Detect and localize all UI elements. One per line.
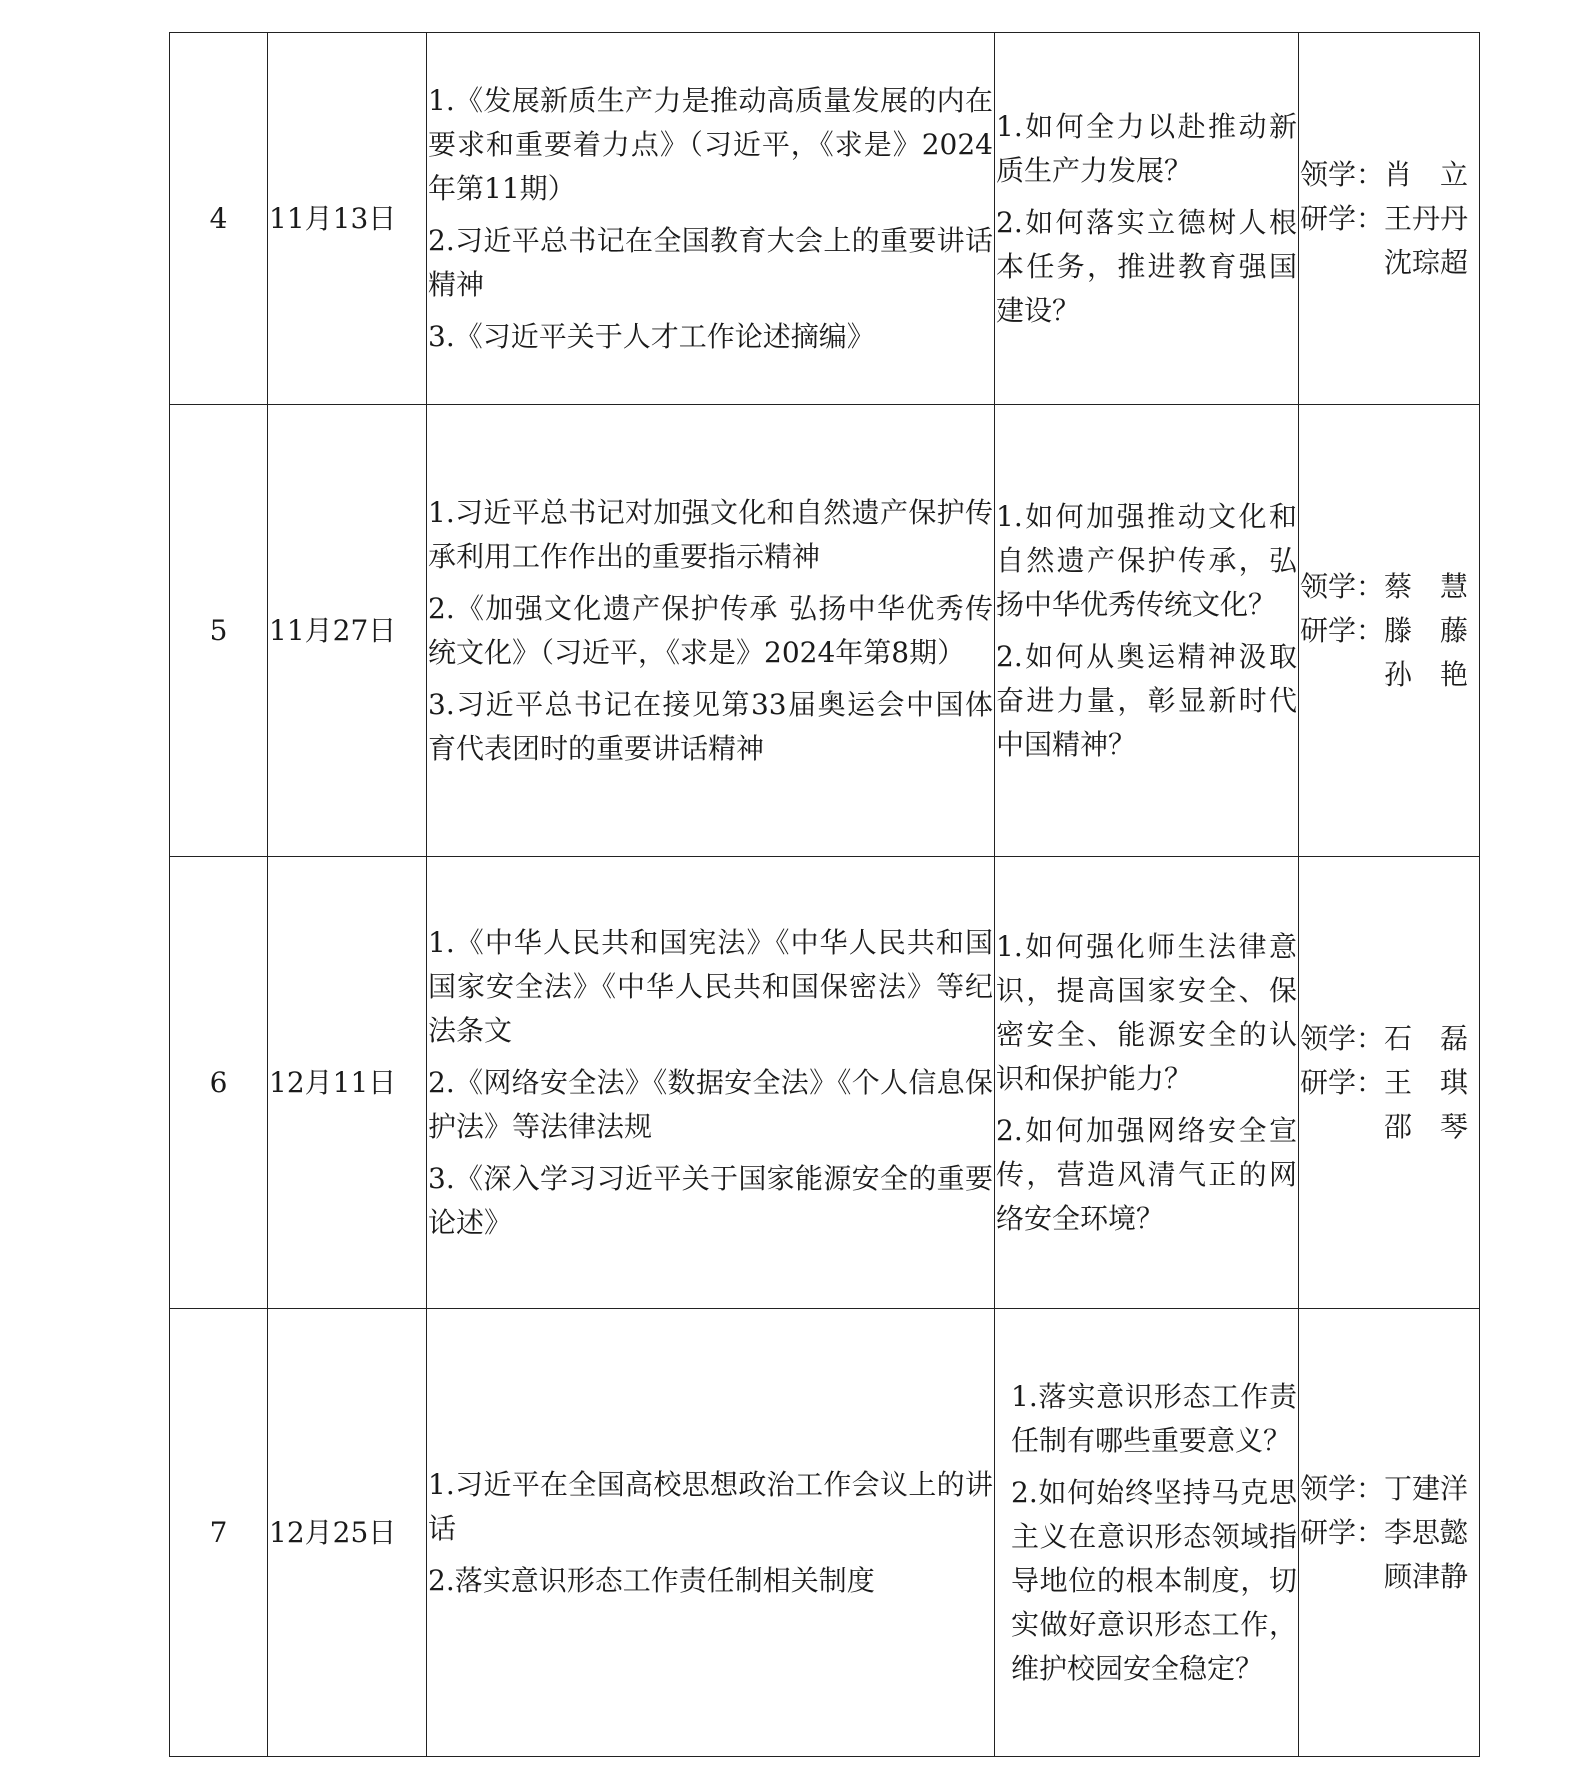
discussion-question-cell	[995, 33, 1299, 405]
people-cell	[1299, 405, 1480, 857]
content-item: 3.《深入学习习近平关于国家能源安全的重要论述》	[428, 1161, 993, 1239]
study-content-cell	[427, 405, 995, 857]
lead-person: 领学：肖 立	[1300, 157, 1469, 191]
study-content-cell	[427, 33, 995, 405]
lead-person: 领学：丁建洋	[1300, 1471, 1469, 1505]
row-date: 12月25日	[268, 1309, 427, 1757]
content-item: 1.习近平在全国高校思想政治工作会议上的讲话	[428, 1467, 993, 1545]
row-number: 5	[170, 405, 268, 857]
research-person: 研学：王丹丹	[1300, 201, 1469, 235]
question-item: 2.如何始终坚持马克思主义在意识形态领域指导地位的根本制度，切实做好意识形态工作，维护校园安全稳定？	[1011, 1475, 1297, 1685]
table-row	[170, 405, 1480, 857]
people-cell	[1299, 1309, 1480, 1757]
content-item: 1.《中华人民共和国宪法》《中华人民共和国国家安全法》《中华人民共和国保密法》等纪法条文	[428, 925, 993, 1047]
question-item: 2.如何从奥运精神汲取奋进力量，彰显新时代中国精神？	[996, 639, 1297, 761]
lead-person: 领学：蔡 慧	[1300, 569, 1469, 603]
research-person-2: 沈琮超	[1384, 245, 1469, 279]
question-item: 2.如何落实立德树人根本任务，推进教育强国建设？	[996, 205, 1297, 327]
research-person-2: 顾津静	[1384, 1559, 1469, 1593]
row-number: 6	[170, 857, 268, 1309]
row-number: 4	[170, 33, 268, 405]
row-number: 7	[170, 1309, 268, 1757]
discussion-question-cell	[995, 857, 1299, 1309]
row-date: 11月13日	[268, 33, 427, 405]
content-item: 3.《习近平关于人才工作论述摘编》	[428, 319, 875, 353]
row-date: 12月11日	[268, 857, 427, 1309]
content-item: 2.习近平总书记在全国教育大会上的重要讲话精神	[428, 223, 993, 301]
research-person-2: 邵 琴	[1384, 1109, 1469, 1143]
question-item: 2.如何加强网络安全宣传，营造风清气正的网络安全环境？	[996, 1113, 1297, 1235]
lead-person: 领学：石 磊	[1300, 1021, 1469, 1055]
table-row	[170, 1309, 1480, 1757]
research-person: 研学：王 琪	[1300, 1065, 1469, 1099]
research-person: 研学：滕 藤	[1300, 613, 1469, 647]
discussion-question-cell	[995, 405, 1299, 857]
question-item: 1.如何加强推动文化和自然遗产保护传承，弘扬中华优秀传统文化？	[996, 499, 1297, 621]
study-content-cell	[427, 1309, 995, 1757]
content-item: 3.习近平总书记在接见第33届奥运会中国体育代表团时的重要讲话精神	[428, 687, 993, 765]
people-cell	[1299, 33, 1480, 405]
study-schedule-table	[169, 32, 1480, 1757]
research-person: 研学：李思懿	[1300, 1515, 1469, 1549]
content-item: 2.《网络安全法》《数据安全法》《个人信息保护法》等法律法规	[428, 1065, 993, 1143]
question-item: 1.如何全力以赴推动新质生产力发展？	[996, 109, 1297, 187]
table-row	[170, 857, 1480, 1309]
study-content-cell	[427, 857, 995, 1309]
discussion-question-cell	[995, 1309, 1299, 1757]
table-row	[170, 33, 1480, 405]
row-date: 11月27日	[268, 405, 427, 857]
people-cell	[1299, 857, 1480, 1309]
content-item: 1.习近平总书记对加强文化和自然遗产保护传承利用工作作出的重要指示精神	[428, 495, 993, 573]
question-item: 1.如何强化师生法律意识，提高国家安全、保密安全、能源安全的认识和保护能力？	[996, 929, 1297, 1095]
content-item: 2.《加强文化遗产保护传承 弘扬中华优秀传统文化》（习近平，《求是》2024年第8期）	[428, 591, 993, 669]
content-item: 1.《发展新质生产力是推动高质量发展的内在要求和重要着力点》（习近平，《求是》2024年第11期）	[428, 83, 993, 205]
content-item: 2.落实意识形态工作责任制相关制度	[428, 1563, 875, 1597]
research-person-2: 孙 艳	[1384, 657, 1469, 691]
question-item: 1.落实意识形态工作责任制有哪些重要意义？	[1011, 1379, 1297, 1457]
